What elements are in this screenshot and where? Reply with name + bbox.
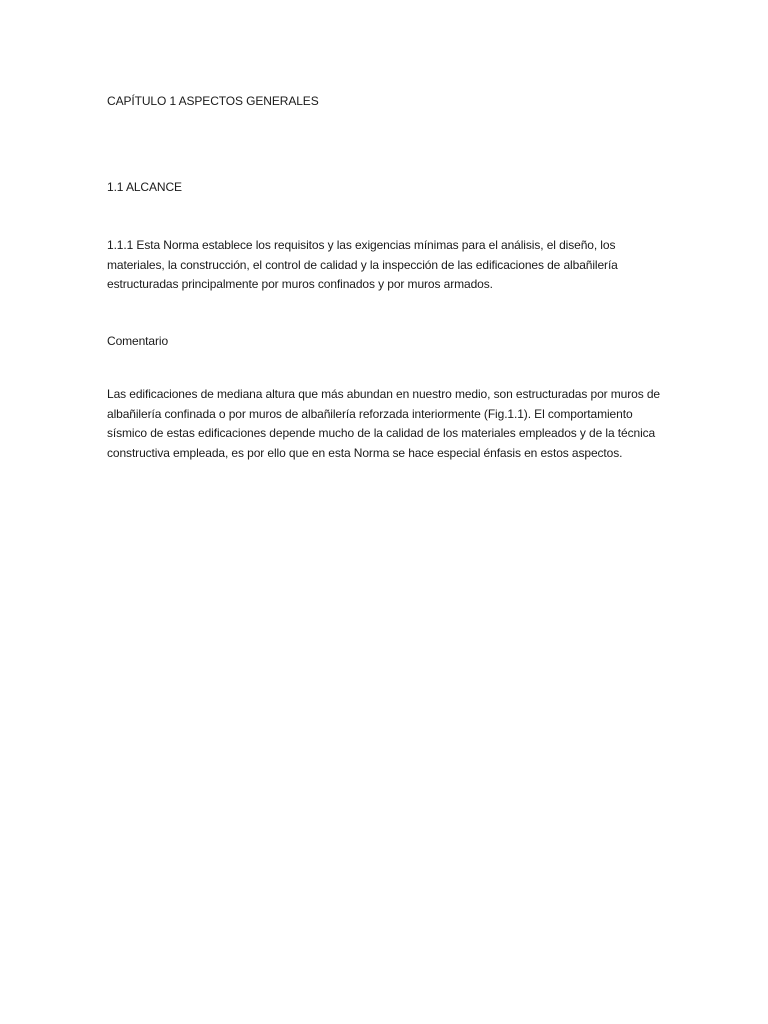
- comment-label: Comentario: [107, 334, 169, 348]
- scope-paragraph: 1.1.1 Esta Norma establece los requisitos y las exigencias mínimas para el análisis, el diseño, los materiales, la construcción, el control de calidad y la inspección de las edificaciones de albañilería estructuradas principalmente por muros confinados y por muros armados.: [107, 238, 618, 291]
- chapter-title: CAPÍTULO 1 ASPECTOS GENERALES: [107, 94, 319, 108]
- comment-paragraph: Las edificaciones de mediana altura que más abundan en nuestro medio, son estructuradas por muros de albañilería confinada o por muros de albañilería reforzada interiormente (Fig.1.1). El comportamiento sísmico de estas edificaciones depende mucho de la calidad de los materiales empleados y de la técnica constructiva empleada, es por ello que en esta Norma se hace especial énfasis en estos aspectos.: [107, 387, 661, 460]
- section-title: 1.1 ALCANCE: [107, 180, 182, 194]
